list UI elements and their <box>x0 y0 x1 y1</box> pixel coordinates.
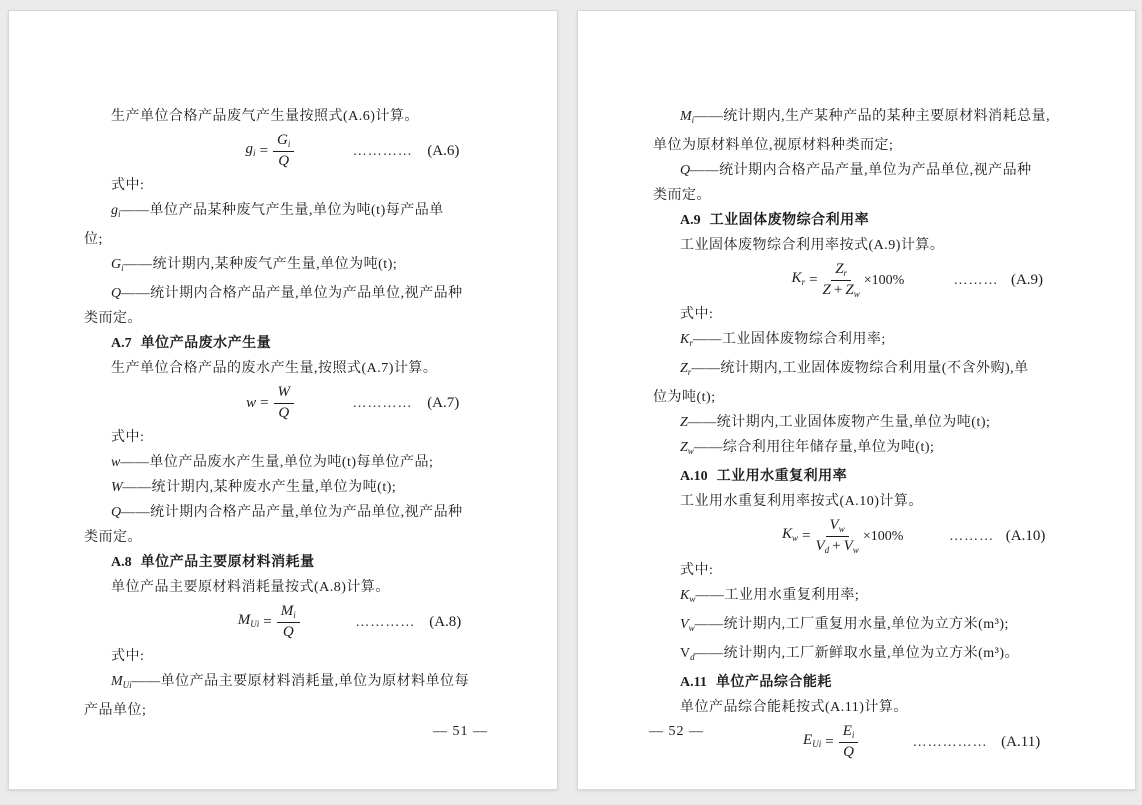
text-run: ——综合利用往年储存量,单位为吨(t); <box>693 440 935 455</box>
fraction-numerator <box>839 723 859 742</box>
text-line <box>84 252 499 281</box>
math-variable: Q <box>111 286 122 301</box>
page-content <box>578 11 1135 764</box>
text-line <box>653 612 1077 641</box>
math-subscript: r <box>689 338 693 348</box>
math-subscript: w <box>838 524 845 535</box>
math-subscript: i <box>118 209 121 219</box>
page-number: — 52 — <box>649 724 704 739</box>
section-heading-label: A.11 <box>680 675 707 690</box>
equals-sign: = <box>259 142 269 159</box>
math-variable: $g_i$ <box>111 203 121 219</box>
formula-block <box>84 600 499 644</box>
text-run: 产品单位; <box>84 703 147 718</box>
fraction <box>277 603 300 641</box>
formula-suffix: ×100% <box>863 272 905 288</box>
math-operator: + <box>832 537 841 554</box>
math-subscript: i <box>121 263 124 273</box>
dot-leader: ………… <box>352 143 413 159</box>
formula-block <box>84 129 499 173</box>
text-run: ——统计期内,某种废气产生量,单位为吨(t); <box>123 257 398 272</box>
text-run: ——统计期内合格产品产量,单位为产品单位,视产品种 <box>690 163 1032 178</box>
math-variable: Q <box>843 743 854 760</box>
math-variable: $V_d$ <box>815 537 830 555</box>
math-variable: w <box>111 455 121 470</box>
text-line <box>84 644 499 669</box>
math-variable: Q <box>282 623 294 640</box>
text-run: ——单位产品某种废气产生量,单位为吨(t)每产品单 <box>120 203 444 218</box>
text-line <box>653 558 1077 583</box>
text-line <box>84 575 499 600</box>
math-subscript: i <box>293 610 296 621</box>
math-variable: $V_w$ <box>843 537 859 555</box>
fraction-numerator <box>277 603 300 622</box>
section-heading <box>84 550 499 575</box>
math-variable: Z <box>822 281 831 298</box>
text-line <box>653 410 1077 435</box>
math-variable: $M_{Ui}$ <box>237 611 260 629</box>
text-run: ——统计期内,生产某种产品的某种主要原材料消耗总量, <box>694 109 1051 124</box>
math-variable: Q <box>278 404 290 421</box>
text-run: ——统计期内合格产品产量,单位为产品单位,视产品种 <box>121 286 463 301</box>
fraction-numerator <box>826 517 849 536</box>
fraction-numerator <box>273 132 294 151</box>
section-heading <box>653 464 1077 489</box>
text-run: 单位产品综合能耗按式(A.11)计算。 <box>680 700 908 715</box>
math-subscript: w <box>853 288 860 299</box>
dot-leader: …………… <box>912 734 988 750</box>
page-51 <box>8 10 558 790</box>
text-run: 类而定。 <box>653 188 711 203</box>
text-line <box>84 475 499 500</box>
math-operator: + <box>833 281 843 298</box>
math-variable: W <box>111 480 123 495</box>
math-subscript: w <box>689 594 696 604</box>
formula-block <box>84 381 499 425</box>
text-line <box>653 302 1077 327</box>
text-run: ——单位产品废水产生量,单位为吨(t)每单位产品; <box>120 455 434 470</box>
page-content <box>9 11 557 723</box>
math-subscript: w <box>687 446 694 456</box>
math-variable: Q <box>278 152 290 169</box>
formula-expression <box>792 261 905 299</box>
fraction-denominator <box>278 404 289 422</box>
text-run: 生产单位合格产品的废水产生量,按照式(A.7)计算。 <box>111 361 438 376</box>
fraction <box>274 384 295 422</box>
section-heading-label: A.7 <box>111 336 132 351</box>
dot-leader: ………… <box>355 614 416 630</box>
text-line <box>653 356 1077 385</box>
text-line <box>653 183 1077 208</box>
text-line <box>84 227 499 252</box>
text-line <box>653 233 1077 258</box>
text-run: ——统计期内合格产品产量,单位为产品单位,视产品种 <box>121 505 463 520</box>
math-variable: $K_w$ <box>680 588 696 604</box>
math-variable: $Z_w$ <box>845 281 860 299</box>
fraction-numerator <box>831 261 851 280</box>
formula-expression <box>246 384 295 422</box>
section-heading-title: 单位产品废水产生量 <box>140 336 272 351</box>
math-subscript: Ui <box>122 680 132 690</box>
math-variable: $E_i$ <box>842 723 855 741</box>
text-run: ——单位产品主要原材料消耗量,单位为原材料单位每 <box>131 674 470 689</box>
formula-number: (A.9) <box>1010 271 1044 288</box>
math-subscript: r <box>801 276 806 287</box>
formula-block <box>653 720 1077 764</box>
math-subscript: Ui <box>250 618 260 629</box>
math-variable: Q <box>680 163 691 178</box>
math-variable: $K_r$ <box>791 269 806 287</box>
text-line <box>84 198 499 227</box>
section-heading-title: 工业用水重复利用率 <box>716 469 848 484</box>
text-run: 位为吨(t); <box>653 390 716 405</box>
math-variable: $M_i$ <box>280 603 296 621</box>
math-variable: Q <box>111 505 122 520</box>
text-run: 式中: <box>111 430 145 445</box>
text-line <box>653 385 1077 410</box>
section-heading <box>84 331 499 356</box>
text-line <box>84 356 499 381</box>
text-line <box>653 133 1077 158</box>
section-heading-title: 工业固体废物综合利用率 <box>709 213 870 228</box>
formula-suffix: ×100% <box>862 528 904 544</box>
formula-expression <box>238 603 301 641</box>
section-heading-label: A.10 <box>680 469 708 484</box>
text-line <box>84 173 499 198</box>
fraction-denominator <box>283 623 294 641</box>
formula-expression <box>246 132 296 170</box>
text-run: 单位产品主要原材料消耗量按式(A.8)计算。 <box>111 580 390 595</box>
text-line <box>653 327 1077 356</box>
text-line <box>653 435 1077 464</box>
math-variable: $V_w$ <box>680 617 695 633</box>
fraction-denominator <box>278 152 289 170</box>
text-run: 生产单位合格产品废气产生量按照式(A.6)计算。 <box>111 109 419 124</box>
section-heading-label: A.9 <box>680 213 701 228</box>
text-line <box>653 158 1077 183</box>
formula-expression <box>782 517 903 555</box>
section-heading <box>653 670 1077 695</box>
math-variable: $Z_r$ <box>835 261 848 279</box>
text-run: 类而定。 <box>84 530 142 545</box>
math-variable: $E_{Ui}$ <box>803 731 822 749</box>
page-number: — 51 — <box>433 724 488 739</box>
formula-number: (A.10) <box>1005 527 1046 544</box>
text-run: ——统计期内,某种废水产生量,单位为吨(t); <box>122 480 397 495</box>
math-variable: Z <box>680 415 688 430</box>
math-subscript: i <box>253 147 256 158</box>
text-line <box>84 525 499 550</box>
math-subscript: i <box>287 139 291 150</box>
text-run: 式中: <box>111 649 145 664</box>
math-variable: $K_w$ <box>781 525 799 543</box>
formula-number: (A.6) <box>427 142 460 159</box>
text-line <box>653 641 1077 670</box>
text-run: ——统计期内,工业固体废物综合利用量(不含外购),单 <box>691 361 1029 376</box>
formula-expression <box>803 723 859 761</box>
math-subscript: r <box>843 268 848 279</box>
math-variable: $G_i$ <box>111 257 124 273</box>
math-variable: $M_{Ui}$ <box>111 674 132 690</box>
math-variable: $K_r$ <box>680 332 693 348</box>
math-variable: w <box>246 394 257 411</box>
text-line <box>84 669 499 698</box>
text-run: 工业固体废物综合利用率按式(A.9)计算。 <box>680 238 945 253</box>
math-subscript: i <box>851 730 855 741</box>
text-run: 式中: <box>111 178 145 193</box>
text-line <box>653 695 1077 720</box>
formula-block <box>653 258 1077 302</box>
math-variable: $Z_r$ <box>680 361 692 377</box>
section-heading-title: 单位产品主要原材料消耗量 <box>140 555 315 570</box>
text-run: 式中: <box>680 563 714 578</box>
fraction-denominator <box>843 743 854 761</box>
math-subscript: w <box>792 532 799 543</box>
text-run: ——工业固体废物综合利用率; <box>692 332 886 347</box>
dot-leader: ……… <box>949 528 995 544</box>
math-subscript: i <box>691 115 695 125</box>
math-subscript: w <box>852 544 859 555</box>
math-variable: $V_d$ <box>680 646 695 662</box>
text-line <box>84 104 499 129</box>
text-run: ——统计期内,工厂新鲜取水量,单位为立方米(m³)。 <box>694 646 1020 661</box>
text-run: 位; <box>84 232 103 247</box>
text-line <box>84 281 499 306</box>
text-run: ——统计期内,工厂重复用水量,单位为立方米(m³); <box>694 617 1009 632</box>
text-run: ——工业用水重复利用率; <box>695 588 860 603</box>
text-line <box>84 306 499 331</box>
fraction-denominator <box>823 281 860 299</box>
text-line <box>84 500 499 525</box>
text-run: 类而定。 <box>84 311 142 326</box>
text-line <box>84 450 499 475</box>
formula-number: (A.7) <box>427 394 460 411</box>
formula-block <box>653 514 1077 558</box>
text-run: 工业用水重复利用率按式(A.10)计算。 <box>680 494 923 509</box>
fraction <box>823 261 860 299</box>
fraction-numerator <box>274 384 295 403</box>
math-subscript: Ui <box>812 738 822 749</box>
dot-leader: ……… <box>953 272 999 288</box>
text-run: 单位为原材料单位,视原材料种类而定; <box>653 138 894 153</box>
formula-number: (A.8) <box>429 613 462 630</box>
section-heading-title: 单位产品综合能耗 <box>715 675 832 690</box>
text-line <box>84 425 499 450</box>
page-52 <box>577 10 1136 790</box>
math-subscript: d <box>824 544 830 555</box>
text-run: ——统计期内,工业固体废物产生量,单位为吨(t); <box>687 415 991 430</box>
fraction-denominator <box>815 537 858 555</box>
math-variable: W <box>277 384 291 401</box>
equals-sign: = <box>263 613 272 630</box>
dot-leader: ………… <box>352 395 413 411</box>
equals-sign: = <box>260 394 269 411</box>
text-line <box>84 698 499 723</box>
math-variable: $G_i$ <box>277 132 291 150</box>
text-run: 式中: <box>680 307 714 322</box>
math-subscript: r <box>687 367 692 377</box>
equals-sign: = <box>802 527 811 544</box>
fraction <box>839 723 859 761</box>
text-line <box>653 489 1077 514</box>
section-heading-label: A.8 <box>111 555 132 570</box>
fraction <box>273 132 294 170</box>
equals-sign: = <box>809 271 818 288</box>
math-variable: $V_w$ <box>829 517 845 535</box>
section-heading <box>653 208 1077 233</box>
fraction <box>815 517 858 555</box>
math-variable: $Z_w$ <box>680 440 694 456</box>
math-subscript: d <box>690 652 695 662</box>
formula-number: (A.11) <box>1001 733 1041 750</box>
equals-sign: = <box>825 733 834 750</box>
text-line <box>653 104 1077 133</box>
text-line <box>653 583 1077 612</box>
math-subscript: w <box>688 623 695 633</box>
math-variable: $M_i$ <box>680 109 695 125</box>
math-variable: $g_i$ <box>245 140 256 158</box>
